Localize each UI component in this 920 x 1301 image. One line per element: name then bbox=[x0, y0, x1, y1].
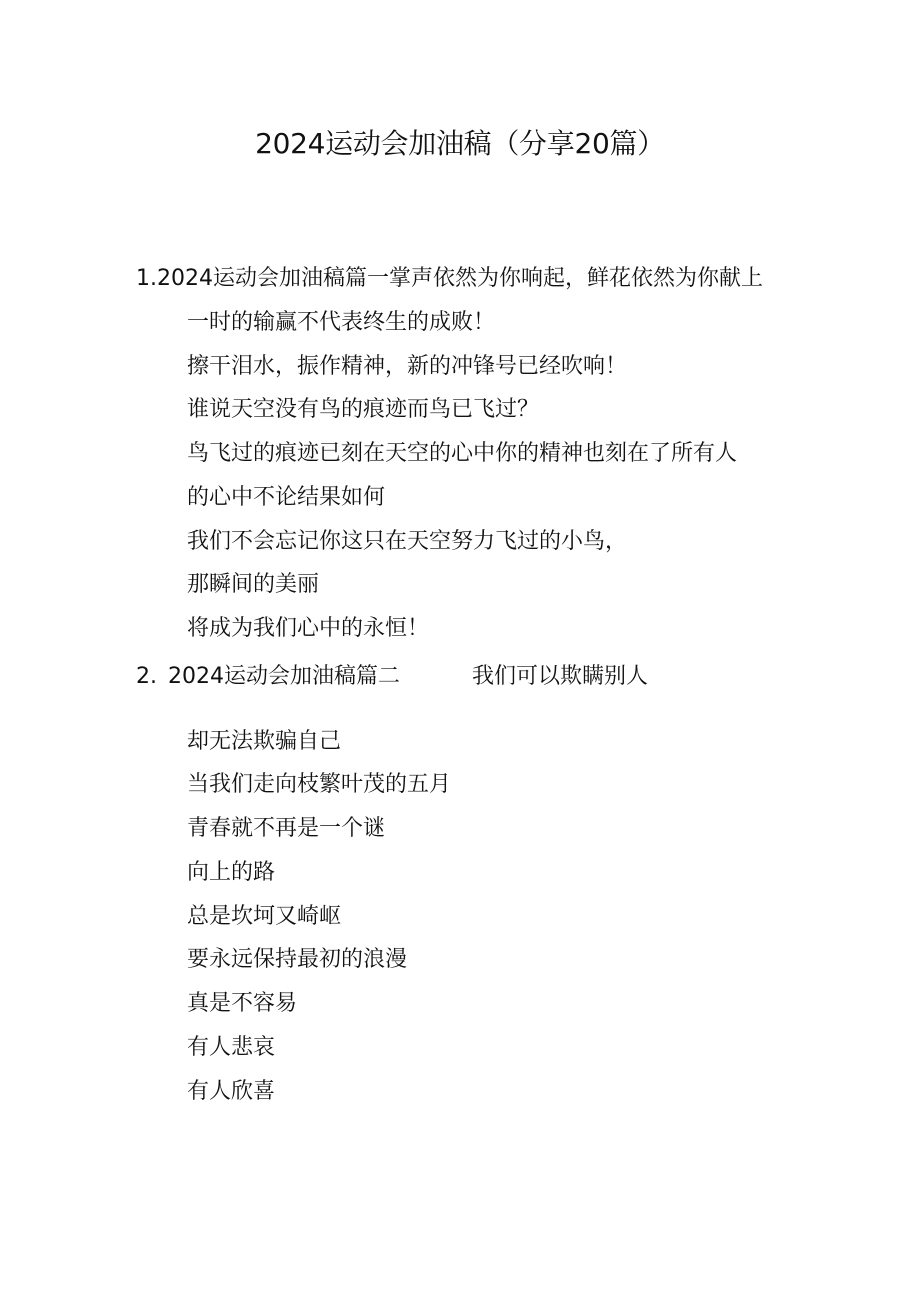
section-2-heading-title: 2024运动会加油稿篇二 bbox=[168, 664, 400, 689]
section-1-line: 鸟飞过的痕迹已刻在天空的心中你的精神也刻在了所有人 bbox=[187, 441, 738, 466]
section-2-line: 要永远保持最初的浪漫 bbox=[187, 947, 408, 972]
section-1-line: 我们不会忘记你这只在天空努力飞过的小鸟， bbox=[187, 529, 628, 554]
section-1-line: 那瞬间的美丽 bbox=[187, 572, 320, 597]
section-2-heading-number: 2. bbox=[136, 664, 157, 689]
section-1-line: 谁说天空没有鸟的痕迹而鸟已飞过？ bbox=[187, 397, 540, 422]
section-2-line: 当我们走向枝繁叶茂的五月 bbox=[187, 772, 452, 797]
section-2-line: 向上的路 bbox=[187, 860, 276, 885]
section-1-line: 将成为我们心中的永恒！ bbox=[187, 616, 430, 641]
document-title: 2024运动会加油稿（分享20篇） bbox=[255, 127, 665, 160]
section-2-line: 真是不容易 bbox=[187, 991, 298, 1016]
section-2-line: 有人欣喜 bbox=[187, 1079, 276, 1104]
section-2-heading-tail: 我们可以欺瞒别人 bbox=[472, 664, 649, 689]
section-2-line: 总是坎坷又崎岖 bbox=[187, 904, 342, 929]
section-1-line: 一时的输赢不代表终生的成败！ bbox=[187, 310, 496, 335]
section-2-line: 青春就不再是一个谜 bbox=[187, 816, 386, 841]
section-2-line: 有人悲哀 bbox=[187, 1035, 276, 1060]
section-1-line: 的心中不论结果如何 bbox=[187, 485, 386, 510]
section-1-line: 擦干泪水，振作精神，新的冲锋号已经吹响！ bbox=[187, 354, 628, 379]
section-2-line: 却无法欺骗自己 bbox=[187, 729, 342, 754]
section-1-heading: 1.2024运动会加油稿篇一掌声依然为你响起，鲜花依然为你献上 bbox=[136, 266, 763, 291]
